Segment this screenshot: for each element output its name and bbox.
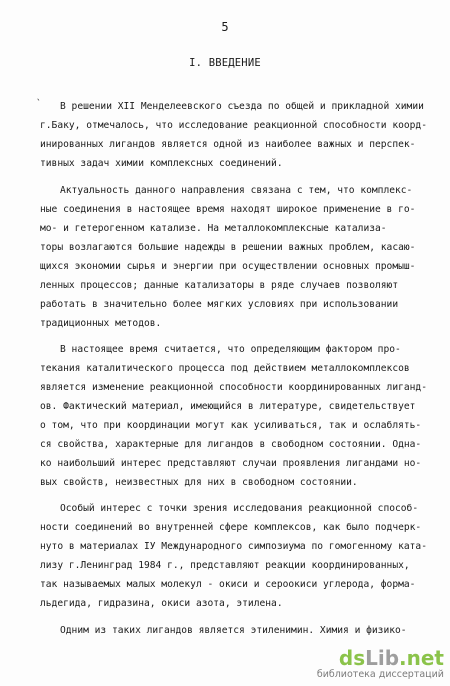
text-line: так называемых малых молекул - окиси и сероокиси углерода, форма- xyxy=(40,579,416,590)
section-heading: I. ВВЕДЕНИЕ xyxy=(189,57,261,69)
text-line: ся свойства, характерные для лигандов в свободном состоянии. Одна- xyxy=(40,439,422,450)
text-line: является изменение реакционной способности координированных лиганд- xyxy=(40,382,427,393)
text-line: о том, что при координации могут как усиливаться, так и ослаблять- xyxy=(40,420,422,431)
text-line: г.Баку, отмечалось, что исследование реакционной способности коорд- xyxy=(40,120,427,131)
text-line: нуто в материалах IУ Международного симпозиума по гомогенному ката- xyxy=(40,541,427,552)
text-line: В настоящее время считается, что определяющим фактором про- xyxy=(60,344,401,355)
watermark-logo-ds: ds xyxy=(338,646,366,670)
text-line: лизу г.Ленинград 1984 г., представляют реакции координированных, xyxy=(40,560,410,571)
text-line: мо- и гетерогенном катализе. На металлокомплексные катализа- xyxy=(40,223,387,234)
text-line: традиционных методов. xyxy=(40,318,162,329)
text-line: ности соединений во внутренней сфере комплексов, как было подчерк- xyxy=(40,522,422,533)
text-line: щихся экономии сырья и энергии при осуществлении основных промыш- xyxy=(40,261,416,272)
text-line: инированных лигандов является одной из наиболее важных и перспек- xyxy=(40,139,416,150)
watermark-logo-lib: Lib xyxy=(365,646,400,670)
text-line: тивных задач химии комплексных соединений. xyxy=(40,158,283,169)
text-line: Одним из таких лигандов является этиленимин. Химия и физико- xyxy=(60,625,407,636)
text-line: торы возлагаются большие надежды в решении важных проблем, касаю- xyxy=(40,242,416,253)
watermark-logo xyxy=(294,648,444,668)
watermark-subtitle: библиотека диссертаций xyxy=(316,669,444,680)
margin-mark: ` xyxy=(36,99,42,109)
text-line: Актуальность данного направления связана с тем, что комплекс- xyxy=(60,185,413,196)
text-line: льдегида, гидразина, окиси азота, этилена. xyxy=(40,598,283,609)
text-line: ленных процессов; данные катализаторы в ряде случаев позволяют xyxy=(40,280,399,291)
text-line: ные соединения в настоящее время находят широкое применение в го- xyxy=(40,204,416,215)
text-line: работать в значительно более мягких условиях при использовании xyxy=(40,299,399,310)
watermark xyxy=(294,648,444,680)
text-line: ко наибольший интерес представляют случаи проявления лигандами но- xyxy=(40,458,422,469)
watermark-logo-net: .net xyxy=(399,646,444,670)
text-line: Особый интерес с точки зрения исследования реакционной способ- xyxy=(60,503,419,514)
text-line: вых свойств, неизвестных для них в свободном состоянии. xyxy=(40,477,358,488)
text-line: текания каталитического процесса под действием металлокомплексов xyxy=(40,363,410,374)
page-number: 5 xyxy=(221,20,229,34)
text-line: В решении XII Менделеевского съезда по общей и прикладной химии xyxy=(60,101,424,112)
text-line: ов. Фактический материал, имеющийся в литературе, свидетельствует xyxy=(40,401,416,412)
